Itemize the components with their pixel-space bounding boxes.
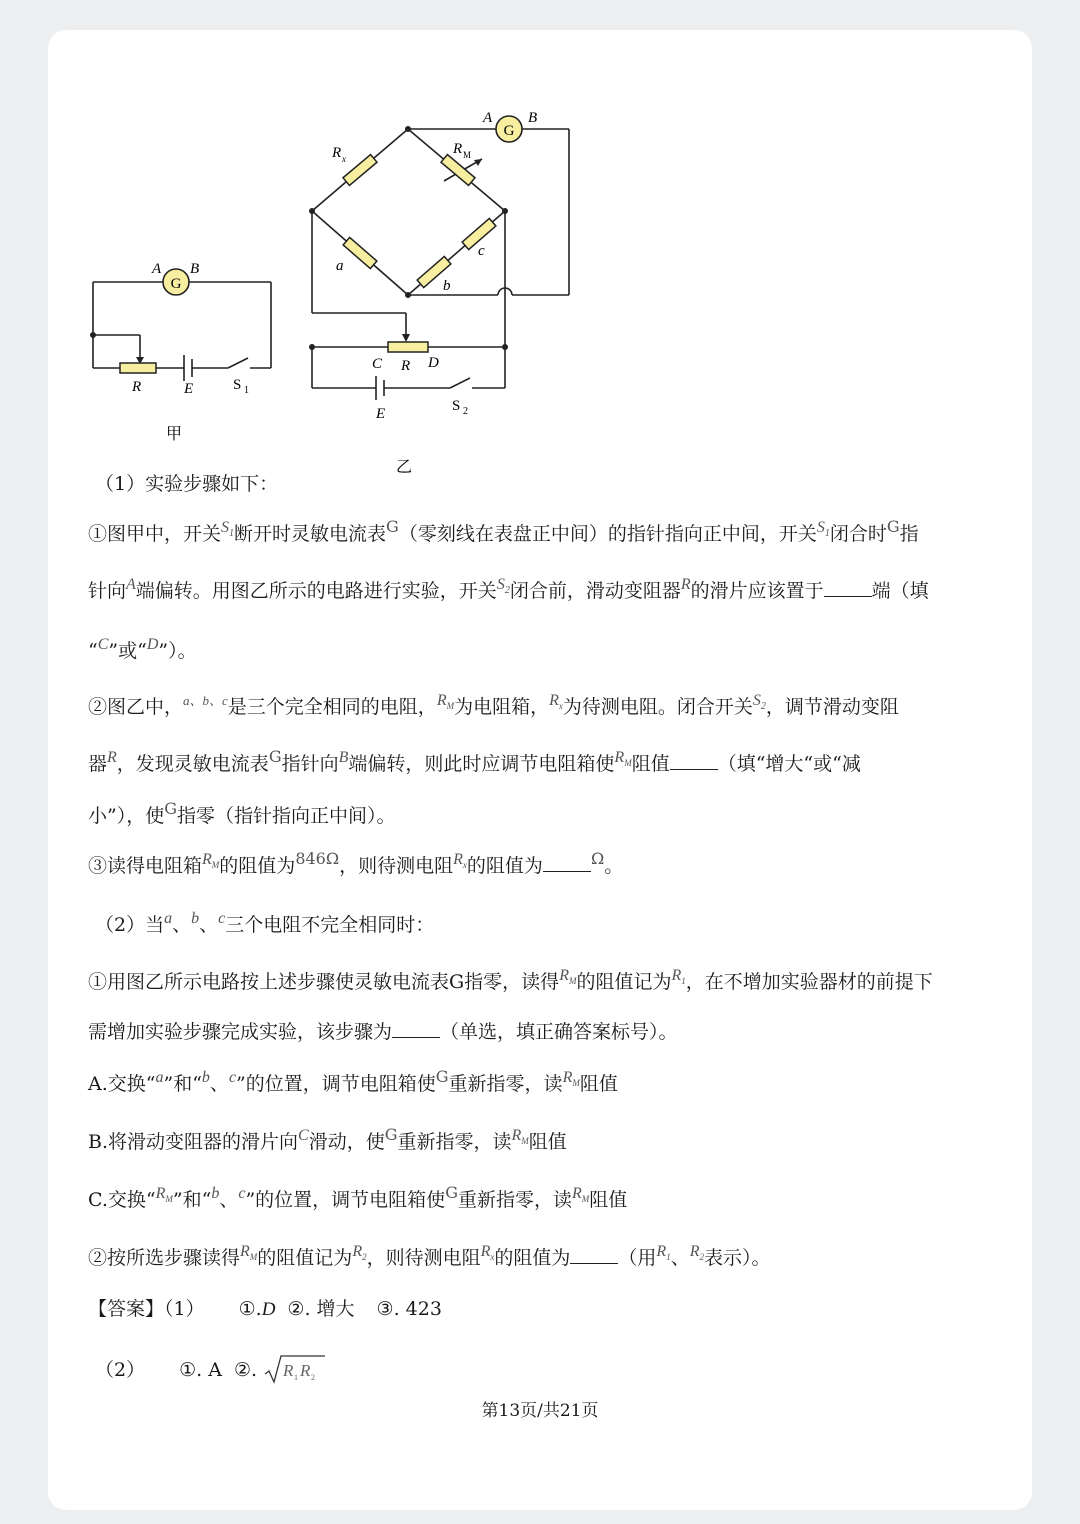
answer-blank: [570, 1249, 618, 1264]
sqrt-r1r2-formula: [263, 1352, 327, 1386]
figure-yi-caption: 乙: [395, 457, 413, 475]
document-page: [48, 30, 1032, 1510]
point-a-label: A: [152, 261, 162, 277]
svg-text:R: R: [283, 1361, 294, 1380]
battery-e-label: E: [376, 406, 386, 422]
svg-text:2: 2: [311, 1373, 316, 1382]
q1-step1-line2: 针向$^A$端偏转。用图乙所示的电路进行实验，开关$^{S_2}$闭合前，滑动变阻器$^R$的滑片应该置于 端（填: [88, 576, 929, 602]
a-label: a: [336, 258, 344, 274]
battery-e-label: E: [184, 381, 194, 397]
c-label: c: [478, 243, 485, 259]
q2-part1-line1: ①用图乙所示电路按上述步骤使灵敏电流表G指零，读得$^{R_M}$的阻值记为$^{R_1}$，在不增加实验器材的前提下: [88, 967, 933, 993]
galv-label: G: [170, 276, 182, 292]
figure-jia-caption: 甲: [165, 424, 183, 443]
circuit-jia: [78, 255, 328, 455]
resistor-rx-icon: [343, 155, 377, 186]
rheostat-icon: [120, 363, 156, 373]
svg-text:1: 1: [294, 1373, 299, 1382]
q1-step2-line3: 小”），使$^G$指零（指针指向正中间）。: [88, 799, 396, 827]
answer-blank: [392, 1023, 440, 1038]
rx-label: R: [332, 145, 342, 161]
q1-step2-line2: 器$^R$，发现灵敏电流表$^G$指针向$^B$端偏转，则此时应调节电阻箱使$^{R_M}$阻值 （填“增大“或“减: [88, 747, 861, 775]
answer-blank: [670, 755, 718, 770]
switch-s-label: S: [233, 377, 242, 393]
q2-part1-line2: 需增加实验步骤完成实验，该步骤为 （单选，填正确答案标号）。: [88, 1021, 678, 1043]
answer-blank: [824, 582, 872, 597]
b-label: b: [443, 278, 451, 294]
svg-text:R: R: [300, 1361, 311, 1380]
point-a-label: A: [483, 110, 493, 126]
q1-step1-line1: ①图甲中，开关$^{S_1}$断开时灵敏电流表$^G$（零刻线在表盘正中间）的指针指向正中间，开关$^{S_1}$闭合时$^G$指: [88, 517, 919, 545]
rheostat-r-label: R: [401, 358, 411, 374]
answer-line1: 【答案】（1） ①.D ②. 增大 ③. 423: [88, 1298, 442, 1320]
q2-part2: ②按所选步骤读得$^{R_M}$的阻值记为$^{R_2}$，则待测电阻$^{R_x}$的阻值为 （用$^{R_1}$、$^{R_2}$表示）。: [88, 1243, 771, 1269]
q1-step2-line1: ②图乙中，$^{a、b、c}$是三个完全相同的电阻，$^{R_M}$为电阻箱，$^{R_x}$为待测电阻。闭合开关$^{S_2}$，调节滑动变阻: [88, 692, 899, 718]
q1-intro: （1）实验步骤如下：: [95, 473, 279, 495]
rheostat-icon: [388, 342, 428, 352]
resistor-r-label: R: [132, 379, 142, 395]
rm-sub: M: [463, 150, 472, 160]
page-number: 第13页/共21页: [481, 1401, 599, 1421]
point-b-label: B: [528, 110, 538, 126]
answer-blank: [543, 857, 591, 872]
q1-step3: ③读得电阻箱$^{R_M}$的阻值为$^{846\Omega}$，则待测电阻$^{R_x}$的阻值为 $^\Omega$。: [88, 849, 624, 877]
q1-step1-line3: “$^C$”或“$^D$”）。: [88, 636, 197, 662]
switch-s-sub: 2: [463, 406, 468, 417]
answer-line2: （2） ①. A ②. R 1 R 2: [95, 1352, 327, 1386]
point-b-label: B: [190, 261, 200, 277]
c-end-label: C: [372, 356, 383, 372]
option-a: A.交换“$^a$”和“$^b$、$^c$”的位置，调节电阻箱使$^G$重新指零，读$^{R_M}$阻值: [88, 1067, 618, 1095]
option-c: C.交换“$^{R_M}$”和“$^b$、$^c$”的位置，调节电阻箱使$^G$重新指零，读$^{R_M}$阻值: [88, 1183, 628, 1211]
rm-label: R: [453, 141, 463, 157]
rx-sub: x: [342, 154, 346, 164]
option-b: B.将滑动变阻器的滑片向$^C$滑动，使$^G$重新指零，读$^{R_M}$阻值: [88, 1125, 567, 1153]
circuit-yi: [298, 105, 588, 475]
q2-intro: （2）当$^a$、$^b$、$^c$三个电阻不完全相同时：: [95, 910, 435, 936]
resistor-a-icon: [343, 237, 377, 268]
switch-s-label: S: [452, 398, 461, 414]
d-end-label: D: [428, 355, 439, 371]
switch-s-sub: 1: [244, 385, 249, 396]
galv-label: G: [503, 123, 515, 139]
